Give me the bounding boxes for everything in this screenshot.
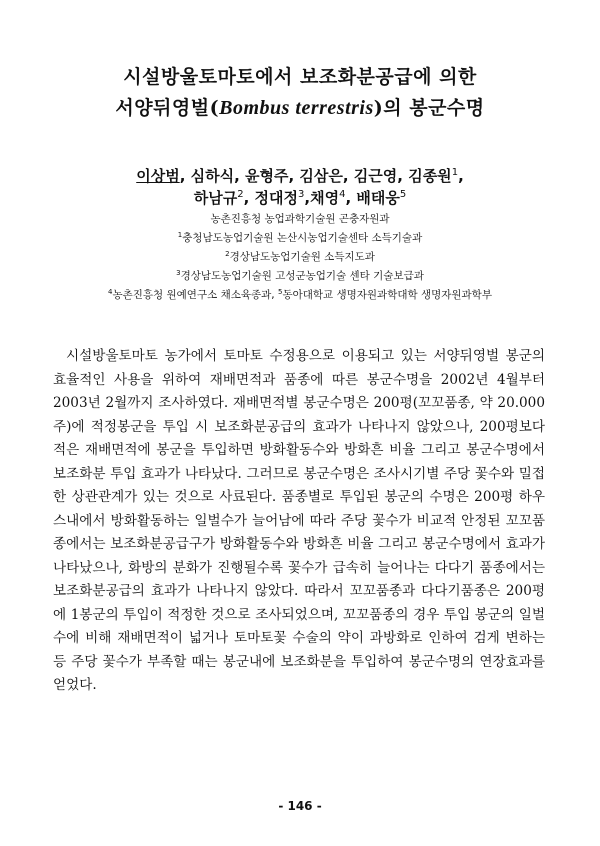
species-name: Bombus terrestris bbox=[219, 97, 374, 119]
page-number: - 146 - bbox=[278, 799, 322, 813]
affiliation-text: 경상남도농업기술원 고성군농업기술 센타 기술보급과 bbox=[180, 270, 424, 282]
affiliation-text: 농촌진흥청 원예연구소 채소육종과, bbox=[112, 289, 278, 301]
affiliation-text: 경상남도농업기술원 소득지도과 bbox=[229, 251, 375, 263]
affiliation-text: 충청남도농업기술원 논산시농업기술센타 소득기술과 bbox=[182, 232, 423, 244]
affiliation-item bbox=[0, 229, 600, 248]
affiliation-item bbox=[0, 267, 600, 286]
affiliation-number: 2 bbox=[225, 250, 230, 258]
author-text: , bbox=[458, 167, 464, 185]
title-line-2-post: )의 봉군수명 bbox=[373, 97, 485, 119]
affiliation-item: 농촌진흥청 농업과학기술원 곤충자원과 bbox=[210, 213, 390, 225]
title-line-2-pre: 서양뒤영벌( bbox=[115, 97, 220, 119]
author-text: , 배태웅 bbox=[345, 189, 400, 207]
title-line-1: 시설방울토마토에서 보조화분공급에 의한 bbox=[123, 66, 477, 88]
abstract-body: 시설방울토마토 농가에서 토마토 수정용으로 이용되고 있는 서양뒤영벌 봉군의 효율적인 사용을 위하여 재배면적과 품종에 따른 봉군수명을 2002년 4월부터 2003년 2월까지 조사하였다. 재배면적별 봉군수명은 200평(꼬꼬품종, 약 20.000주)에 적정봉군을 투입 시 보조화분공급의 효과가 나타나지 않았으나, 200평보다 적은 재배면적에 봉군을 투입하면 방화활동수와 방화흔 비율 그리고 봉군수명에서 보조화분 투입 효과가 나타났다. 그러므로 봉군수명은 조사시기별 주당 꽃수와 밀접한 상관관계가 있는 것으로 사료된다. 품종별로 투입된 봉군의 수명은 200평 하우스내에서 방화활동하는 일벌수가 늘어남에 따라 주당 꽃수가 비교적 안정된 꼬꼬품종에서는 보조화분공급구가 방화활동수와 방화흔 비율 그리고 봉군수명에서 효과가 나타났으나, 화방의 분화가 진행될수록 꽃수가 급속히 늘어나는 다다기 품종에서는 보조화분공급의 효과가 나타나지 않았다. 따라서 꼬꼬품종과 다다기품종은 200평에 1봉군의 투입이 적정한 것으로 조사되었으며, 꼬꼬품종의 경우 투입 봉군의 일벌수에 비해 재배면적이 넓거나 토마토꽃 수술의 약이 과방화로 인하여 검게 변하는 등 주당 꽃수가 부족할 때는 봉군내에 보조화분을 투입하여 봉군수명의 연장효과를 얻었다. bbox=[53, 348, 545, 693]
author-text: 하남규 bbox=[193, 189, 238, 207]
author-text: ,채영 bbox=[304, 189, 340, 207]
corresponding-author: 이상범 bbox=[136, 167, 180, 185]
author-superscript: 3 bbox=[298, 189, 305, 200]
affiliation-number: 5 bbox=[277, 288, 283, 296]
author-text: , 정대정 bbox=[243, 189, 299, 207]
affiliation-number: 1 bbox=[177, 231, 183, 239]
author-superscript: 4 bbox=[339, 189, 346, 200]
affiliation-number: 3 bbox=[176, 269, 181, 277]
affiliation-item bbox=[0, 286, 600, 305]
affiliation-list bbox=[0, 210, 600, 305]
author-line-1 bbox=[0, 165, 600, 187]
title-line-2 bbox=[0, 93, 600, 124]
author-superscript: 2 bbox=[237, 189, 244, 200]
author-line-2 bbox=[0, 187, 600, 209]
author-superscript: 1 bbox=[451, 167, 459, 178]
paper-title bbox=[0, 62, 600, 124]
affiliation-item bbox=[0, 248, 600, 267]
affiliation-text: 동아대학교 생명자원과학대학 생명자원과학부 bbox=[282, 289, 492, 301]
author-list bbox=[0, 165, 600, 209]
author-superscript: 5 bbox=[399, 189, 407, 200]
author-text: , 심하식, 윤형주, 김삼은, 김근영, 김종원 bbox=[179, 167, 452, 185]
affiliation-number: 4 bbox=[108, 288, 113, 296]
